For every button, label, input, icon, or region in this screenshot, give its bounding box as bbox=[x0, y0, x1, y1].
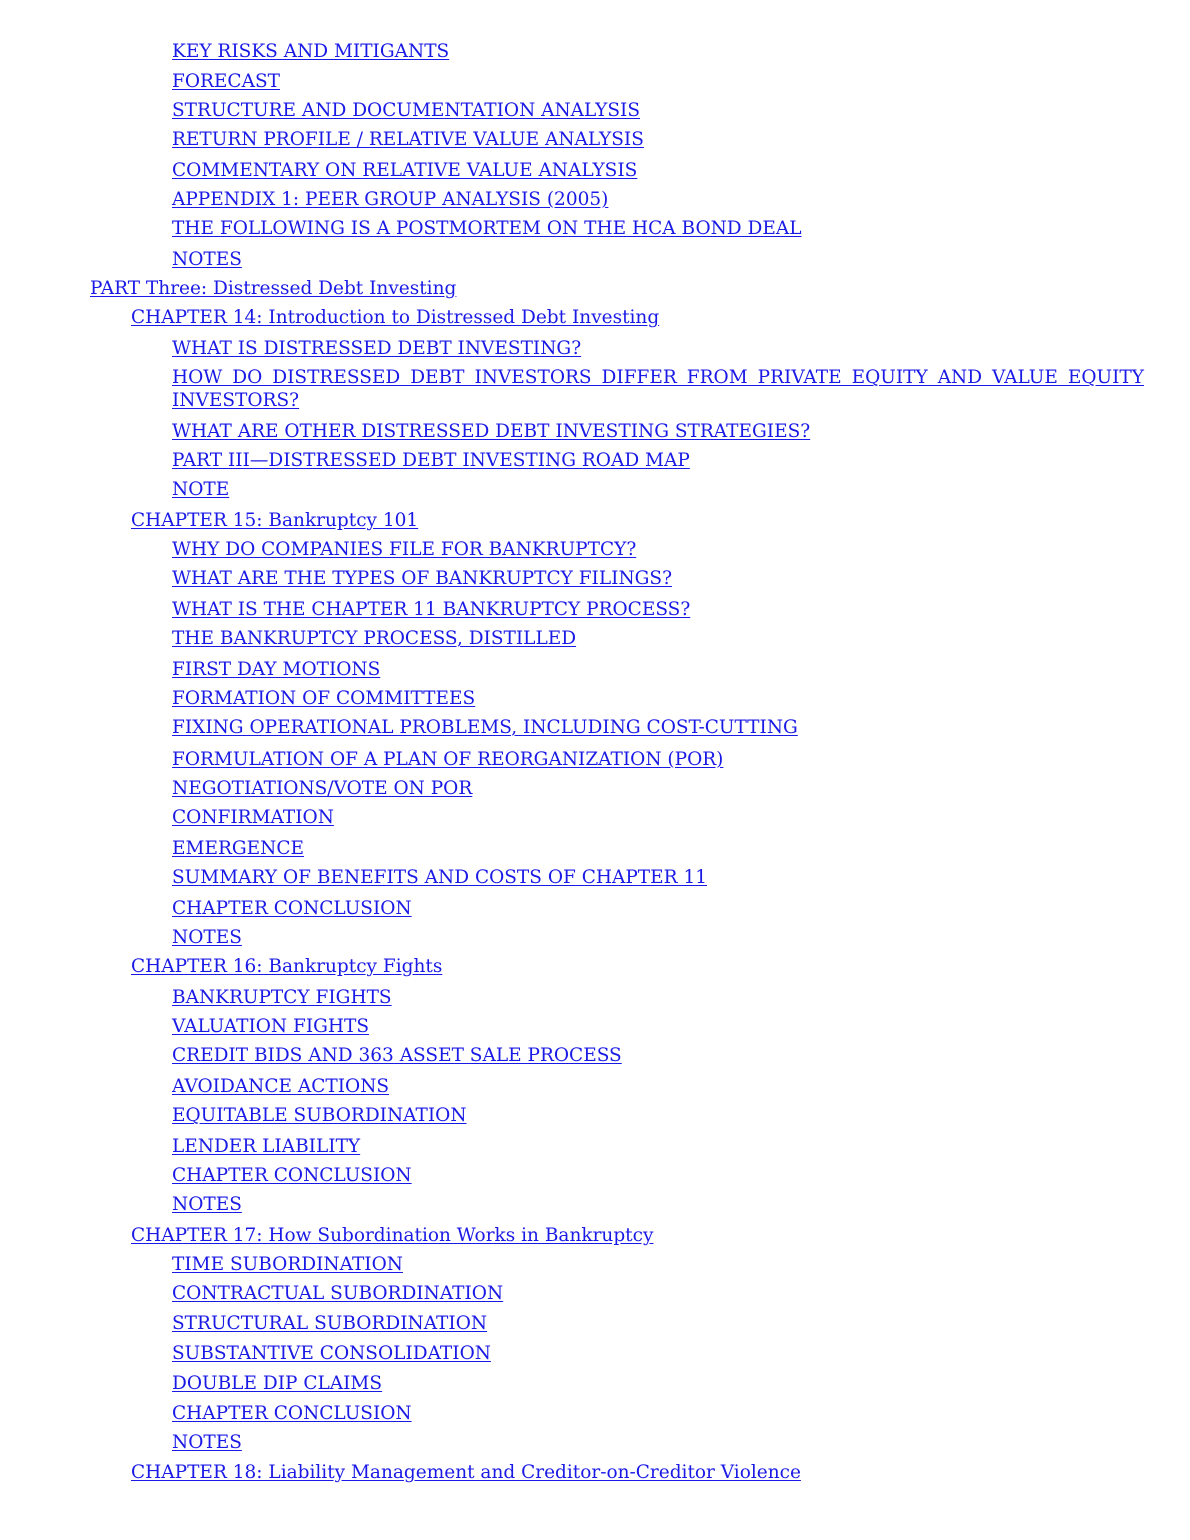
toc-section-link[interactable]: CHAPTER CONCLUSION bbox=[172, 1165, 412, 1186]
toc-section-link[interactable]: CONFIRMATION bbox=[172, 807, 334, 828]
toc-section-link[interactable]: WHAT IS DISTRESSED DEBT INVESTING? bbox=[172, 338, 582, 359]
toc-section-link[interactable]: FORMULATION OF A PLAN OF REORGANIZATION (POR) bbox=[172, 749, 724, 770]
toc-section-link[interactable]: FORECAST bbox=[172, 71, 280, 92]
toc-chapter-link[interactable]: CHAPTER 17: How Subordination Works in Bankruptcy bbox=[131, 1225, 654, 1246]
toc-section-link[interactable]: NOTES bbox=[172, 1194, 242, 1215]
toc-section-link[interactable]: KEY RISKS AND MITIGANTS bbox=[172, 41, 450, 62]
toc-section-link[interactable]: NOTE bbox=[172, 479, 230, 500]
toc-section-link[interactable]: VALUATION FIGHTS bbox=[172, 1016, 370, 1037]
toc-part-link[interactable]: PART Three: Distressed Debt Investing bbox=[90, 278, 457, 299]
toc-section-link[interactable]: TIME SUBORDINATION bbox=[172, 1254, 403, 1275]
toc-section-link[interactable]: DOUBLE DIP CLAIMS bbox=[172, 1373, 383, 1394]
toc-chapter-link[interactable]: CHAPTER 16: Bankruptcy Fights bbox=[131, 956, 443, 977]
toc-chapter-link[interactable]: CHAPTER 18: Liability Management and Creditor-on-Creditor Violence bbox=[131, 1462, 801, 1483]
toc-section-link[interactable]: NOTES bbox=[172, 927, 242, 948]
toc-section-link[interactable]: THE FOLLOWING IS A POSTMORTEM ON THE HCA BOND DEAL bbox=[172, 218, 802, 239]
toc-section-link[interactable]: FIRST DAY MOTIONS bbox=[172, 659, 381, 680]
toc-section-link[interactable]: WHAT IS THE CHAPTER 11 BANKRUPTCY PROCESS? bbox=[172, 599, 691, 620]
toc-chapter-link[interactable]: CHAPTER 14: Introduction to Distressed Debt Investing bbox=[131, 307, 660, 328]
toc-section-link[interactable]: LENDER LIABILITY bbox=[172, 1136, 361, 1157]
toc-section-link[interactable]: STRUCTURAL SUBORDINATION bbox=[172, 1313, 488, 1334]
toc-section-link[interactable]: WHY DO COMPANIES FILE FOR BANKRUPTCY? bbox=[172, 539, 637, 560]
toc-section-link[interactable]: FORMATION OF COMMITTEES bbox=[172, 688, 476, 709]
toc-section-link[interactable]: STRUCTURE AND DOCUMENTATION ANALYSIS bbox=[172, 100, 641, 121]
toc-section-link[interactable]: HOW DO DISTRESSED DEBT INVESTORS DIFFER FROM PRIVATE EQUITY AND VALUE EQUITY INVESTORS? bbox=[172, 367, 1144, 411]
toc-section-link[interactable]: COMMENTARY ON RELATIVE VALUE ANALYSIS bbox=[172, 160, 638, 181]
toc-section-link[interactable]: BANKRUPTCY FIGHTS bbox=[172, 987, 392, 1008]
toc-section-link[interactable]: WHAT ARE OTHER DISTRESSED DEBT INVESTING STRATEGIES? bbox=[172, 421, 811, 442]
toc-section-link[interactable]: WHAT ARE THE TYPES OF BANKRUPTCY FILINGS? bbox=[172, 568, 673, 589]
toc-section-link[interactable]: CONTRACTUAL SUBORDINATION bbox=[172, 1283, 504, 1304]
toc-section-link[interactable]: CHAPTER CONCLUSION bbox=[172, 1403, 412, 1424]
toc-section-link[interactable]: PART III—DISTRESSED DEBT INVESTING ROAD MAP bbox=[172, 450, 690, 471]
toc-section-link[interactable]: THE BANKRUPTCY PROCESS, DISTILLED bbox=[172, 628, 577, 649]
toc-section-link[interactable]: NOTES bbox=[172, 249, 242, 270]
toc-section-link[interactable]: CREDIT BIDS AND 363 ASSET SALE PROCESS bbox=[172, 1045, 622, 1066]
toc-section-link[interactable]: SUMMARY OF BENEFITS AND COSTS OF CHAPTER 11 bbox=[172, 867, 708, 888]
toc-section-link[interactable]: APPENDIX 1: PEER GROUP ANALYSIS (2005) bbox=[172, 189, 609, 210]
toc-section-link[interactable]: FIXING OPERATIONAL PROBLEMS, INCLUDING COST-CUTTING bbox=[172, 717, 798, 738]
toc-section-link[interactable]: NEGOTIATIONS/VOTE ON POR bbox=[172, 778, 473, 799]
toc-section-link[interactable]: EQUITABLE SUBORDINATION bbox=[172, 1105, 467, 1126]
toc-section-link[interactable]: RETURN PROFILE / RELATIVE VALUE ANALYSIS bbox=[172, 129, 644, 150]
toc-section-link[interactable]: SUBSTANTIVE CONSOLIDATION bbox=[172, 1343, 491, 1364]
toc-section-link[interactable]: AVOIDANCE ACTIONS bbox=[172, 1076, 390, 1097]
toc-section-link[interactable]: CHAPTER CONCLUSION bbox=[172, 898, 412, 919]
toc-chapter-link[interactable]: CHAPTER 15: Bankruptcy 101 bbox=[131, 510, 419, 531]
toc-section-link[interactable]: EMERGENCE bbox=[172, 838, 305, 859]
toc-section-link[interactable]: NOTES bbox=[172, 1432, 242, 1453]
